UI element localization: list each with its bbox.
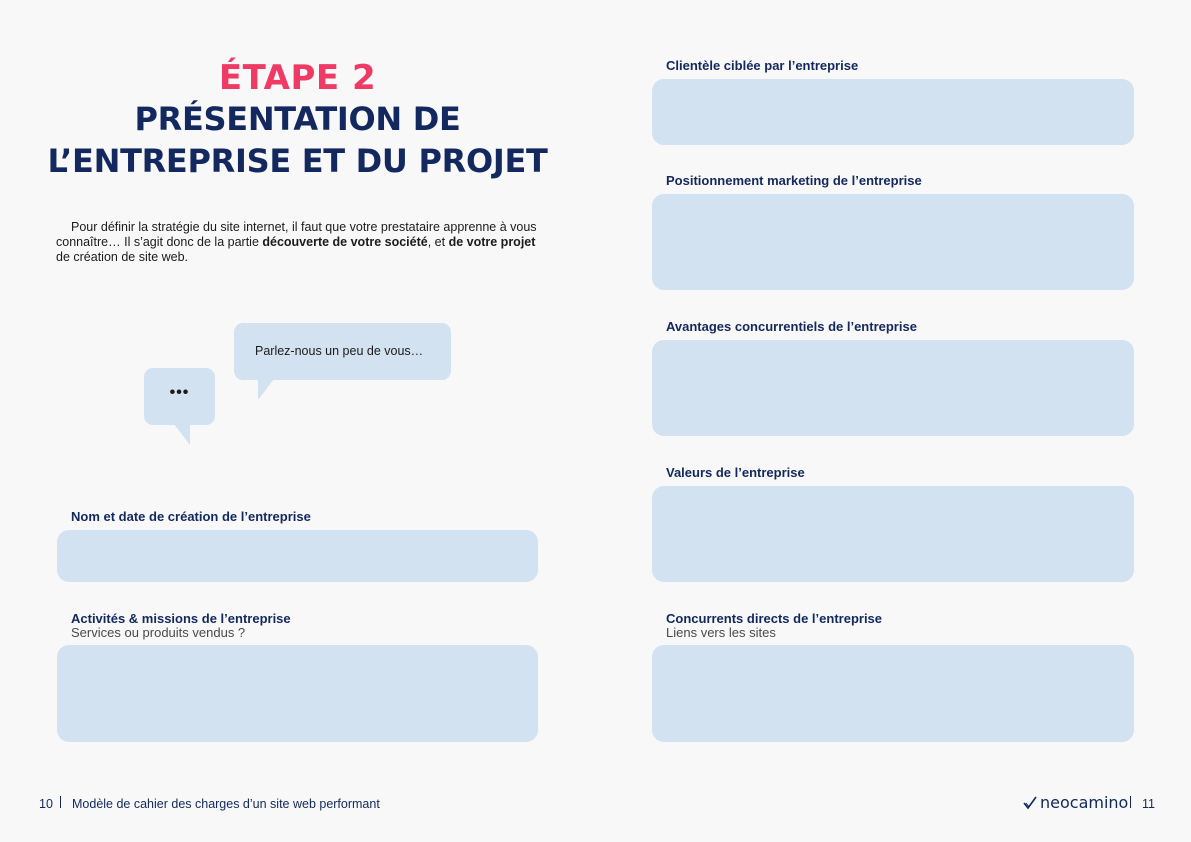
intro-text-2: , et	[427, 235, 449, 249]
field-sublabel-competitors: Liens vers les sites	[666, 625, 776, 640]
intro-bold-2: de votre projet	[448, 235, 536, 249]
speech-bubble-tail	[258, 379, 274, 400]
page-title-line-1: PRÉSENTATION DE	[134, 100, 461, 138]
field-label-competitive-advantages: Avantages concurrentiels de l’entreprise	[666, 319, 917, 334]
field-label-company-values: Valeurs de l’entreprise	[666, 465, 805, 480]
field-activities[interactable]	[57, 645, 538, 742]
footer-divider-right	[1130, 796, 1131, 808]
intro-text-1: Pour définir la stratégie du site internet, il faut que votre prestataire apprenne à vous connaître… Il s’agit donc de la partie	[56, 220, 537, 249]
neocamino-logo	[1023, 793, 1128, 812]
field-competitive-advantages[interactable]	[652, 340, 1134, 436]
field-label-company-name: Nom et date de création de l’entreprise	[71, 509, 311, 524]
field-target-clients[interactable]	[652, 79, 1134, 145]
page-number-left: 10	[39, 797, 53, 811]
page-number-right: 11	[1142, 797, 1155, 811]
page-title	[40, 98, 555, 182]
field-marketing-positioning[interactable]	[652, 194, 1134, 290]
field-company-values[interactable]	[652, 486, 1134, 582]
field-sublabel-activities: Services ou produits vendus ?	[71, 625, 246, 640]
intro-text-3: de création de site web.	[56, 250, 189, 264]
intro-paragraph	[56, 220, 542, 265]
field-company-name[interactable]	[57, 530, 538, 582]
step-heading: ÉTAPE 2	[218, 58, 377, 98]
check-icon	[1023, 796, 1037, 810]
ellipsis-icon: •••	[169, 384, 190, 401]
field-label-marketing-positioning: Positionnement marketing de l’entreprise	[666, 173, 922, 188]
field-label-competitors: Concurrents directs de l’entreprise	[666, 611, 883, 626]
intro-bold-1: découverte de votre société	[262, 235, 428, 249]
typing-bubble-tail	[174, 424, 190, 445]
field-competitors[interactable]	[652, 645, 1134, 742]
speech-bubble-text: Parlez-nous un peu de vous…	[255, 344, 424, 358]
field-label-target-clients: Clientèle ciblée par l’entreprise	[666, 58, 859, 73]
page-title-line-2: L’ENTREPRISE ET DU PROJET	[47, 142, 548, 180]
speech-bubble	[234, 323, 451, 380]
logo-text: neocamino	[1040, 793, 1129, 812]
footer-document-title: Modèle de cahier des charges d’un site web performant	[72, 797, 380, 811]
field-label-activities: Activités & missions de l’entreprise	[71, 611, 291, 626]
footer-divider-left	[60, 796, 61, 808]
typing-bubble	[144, 368, 215, 425]
